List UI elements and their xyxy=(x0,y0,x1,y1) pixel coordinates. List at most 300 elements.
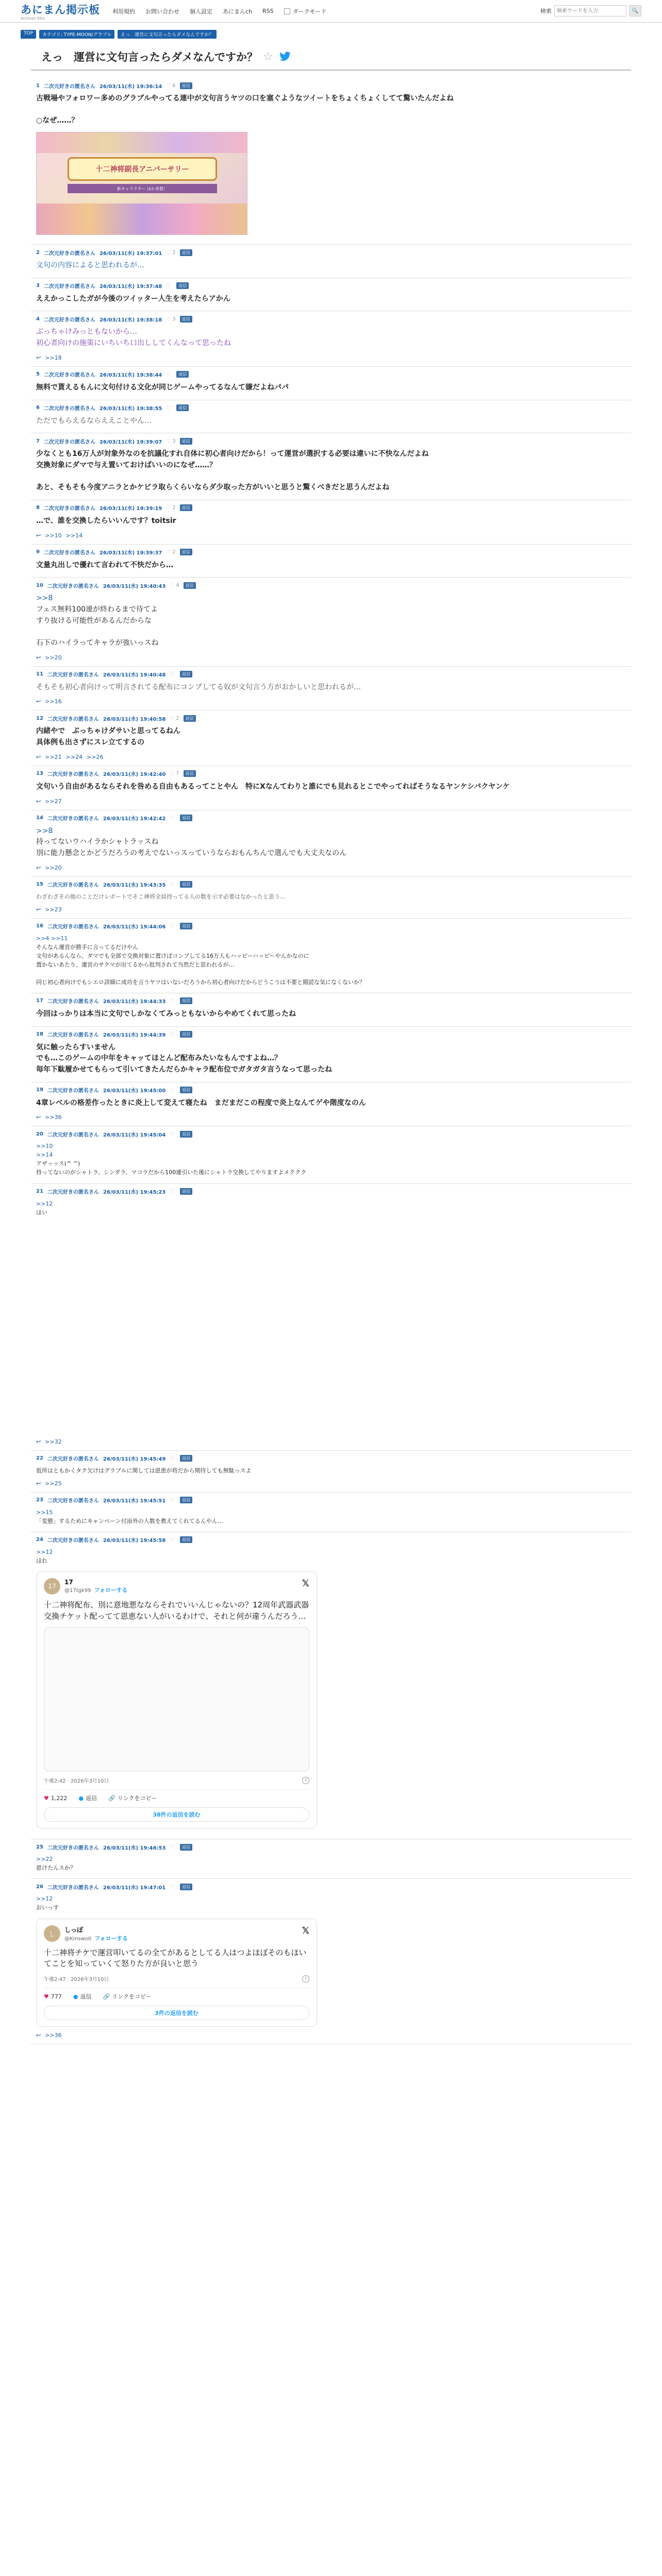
post-line: 毎年下駄履かせてもらって引いてきたんだらかキャラ配布位でガタガタ言うなって思ったね xyxy=(36,1065,332,1074)
post-header xyxy=(36,81,626,90)
post-number[interactable]: 8 xyxy=(36,505,40,511)
post-number[interactable]: 4 xyxy=(36,316,40,322)
nav-link[interactable]: 個人設定 xyxy=(190,8,212,15)
post-number[interactable]: 15 xyxy=(36,882,43,888)
reply-arrow-icon: ↩ xyxy=(36,354,41,361)
reply-button[interactable]: 返信 xyxy=(176,282,189,289)
tweet-handle-row xyxy=(64,1586,127,1594)
poster-name: 二次元好きの匿名さん xyxy=(47,583,99,589)
nav-link[interactable]: RSS xyxy=(262,8,274,14)
post xyxy=(31,400,631,434)
heart-icon: ♡ xyxy=(166,82,172,89)
star-icon[interactable]: ☆ xyxy=(263,50,273,63)
post-date: 26/03/11(水) 19:44:39 xyxy=(103,1032,166,1039)
link-icon: 🔗 xyxy=(103,1993,110,2000)
top-bar xyxy=(0,0,662,23)
post-header xyxy=(36,281,626,291)
post-header xyxy=(36,1187,626,1196)
reply-button[interactable]: 返信 xyxy=(176,404,189,411)
reply-button[interactable]: 返信 xyxy=(180,1536,192,1543)
post xyxy=(31,993,631,1027)
post-line: 無料で貰えるもんに文句付ける文化が同じゲームやってるなんて嫌だよねパパ xyxy=(36,383,289,392)
post-body xyxy=(36,1006,626,1021)
post-line: あと、そもそも今度アニラとかケビラ取らくらいならダ少取った方がいいと思うと驚くべきだと思うんだよね xyxy=(36,483,390,492)
post-line: そんなん運営が勝手に言ってるだけやん xyxy=(36,943,138,951)
dark-mode-label: ダークモード xyxy=(292,8,327,15)
post-body xyxy=(36,778,626,794)
nav-link[interactable]: あにまんch xyxy=(223,8,253,15)
anchor-link[interactable]: >>36 xyxy=(45,2032,62,2039)
embedded-tweet[interactable] xyxy=(36,1571,317,1829)
reply-button[interactable]: 返信 xyxy=(176,371,189,378)
post xyxy=(31,500,631,545)
post xyxy=(31,1451,631,1493)
like-button[interactable] xyxy=(170,1884,176,1890)
post-body xyxy=(36,513,626,528)
post-header xyxy=(36,248,626,257)
read-replies-button[interactable]: 3件の返信を読む xyxy=(44,2006,309,2020)
tweet-text: 十二神将配布、別に意地悪なならそれでいいんじゃないの？12周年武器武器交換チケット配ってて恩恵ない人がいるわけで、それと何が違うんだろう… xyxy=(44,1600,309,1621)
tweet-handle-row xyxy=(64,1934,128,1942)
post xyxy=(31,667,631,711)
avatar[interactable]: し xyxy=(44,1925,60,1942)
post xyxy=(31,1184,631,1451)
post-line: 初心者向けの施策にいちいち口出ししてくんなって思ったね xyxy=(36,339,231,348)
heart-icon: ♡ xyxy=(170,1843,175,1851)
post-header xyxy=(36,1086,626,1095)
post-header xyxy=(36,1030,626,1039)
reply-button[interactable]: 返信 xyxy=(180,549,192,555)
banner-characters xyxy=(37,204,247,234)
post-line: 具体例も出さずにスレ立てするの xyxy=(36,738,144,747)
anchor-link[interactable]: >>14 xyxy=(65,532,83,539)
reply-arrow-icon: ↩ xyxy=(36,798,41,805)
post-number[interactable]: 12 xyxy=(36,715,43,721)
copy-link-label: リンクをコピー xyxy=(112,1993,152,2001)
anchor-link[interactable]: >>27 xyxy=(45,798,62,805)
post xyxy=(31,367,631,400)
heart-icon: ♡ xyxy=(170,1536,175,1544)
post-header xyxy=(36,1842,626,1852)
anchor-link[interactable]: >>18 xyxy=(45,354,62,361)
post-date: 26/03/11(水) 19:45:04 xyxy=(103,1132,166,1138)
like-button[interactable] xyxy=(170,923,176,929)
follow-button[interactable]: フォローする xyxy=(94,1586,128,1594)
reply-button[interactable]: 返信 xyxy=(180,997,192,1004)
post-line: 別に能力懸念とかどうだろうの考えでないっスっていうならおもんちんで選んでも大丈夫なのん xyxy=(36,849,347,857)
post xyxy=(31,1879,631,2044)
copy-link-button[interactable] xyxy=(103,1992,151,2001)
post-date: 26/03/11(水) 19:38:55 xyxy=(99,406,162,412)
post-number[interactable]: 18 xyxy=(36,1031,43,1038)
like-button[interactable] xyxy=(166,504,175,511)
post-header xyxy=(36,769,626,778)
tweet-media[interactable] xyxy=(44,1627,309,1771)
like-button[interactable] xyxy=(166,282,172,289)
heart-icon: ♡ xyxy=(170,582,175,589)
reply-button[interactable]: 返信 xyxy=(180,923,192,929)
post-list xyxy=(0,78,662,2044)
post-number[interactable]: 16 xyxy=(36,923,43,929)
reply-anchor[interactable]: >>15 xyxy=(36,1509,53,1516)
like-button[interactable] xyxy=(170,815,176,821)
post-number[interactable]: 3 xyxy=(36,283,40,289)
heart-icon: ♡ xyxy=(166,249,172,256)
breadcrumb-item[interactable]: カテゴリ: TYPE-MOON/グラブル xyxy=(39,30,114,39)
logo-text[interactable]: あにまん掲示板 xyxy=(21,4,100,16)
post-line: ええかっこしたガが今後のツイッター人生を考えたらアかん xyxy=(36,294,230,303)
reply-button[interactable]: 返信 xyxy=(180,249,192,256)
reply-anchors xyxy=(36,906,626,913)
post-number[interactable]: 1 xyxy=(36,82,40,89)
tweet-like-button[interactable] xyxy=(44,1993,62,2000)
copy-link-button[interactable] xyxy=(108,1794,157,1802)
search-input[interactable] xyxy=(554,5,626,16)
reply-button[interactable]: 返信 xyxy=(180,815,192,821)
reply-anchor[interactable]: >>8 xyxy=(36,594,53,603)
tweet-time-row xyxy=(44,1776,309,1784)
like-button[interactable] xyxy=(170,1844,176,1851)
reply-arrow-icon: ↩ xyxy=(36,1114,41,1121)
post-line: ○なぜ……？ xyxy=(36,116,79,125)
heart-icon: ♡ xyxy=(170,997,175,1005)
reply-arrow-icon: ↩ xyxy=(36,532,41,539)
reply-button[interactable]: 返信 xyxy=(180,1031,192,1038)
read-replies-button[interactable]: 38件の返信を読む xyxy=(44,1807,309,1822)
anchor-link[interactable]: >>16 xyxy=(45,698,62,705)
reply-anchor[interactable]: >>12 xyxy=(36,1895,53,1903)
post-line: 今回はっかりは本当に文句でしかなくてみっともないからやめてくれて思ったね xyxy=(36,1009,296,1018)
post-line: ほい xyxy=(36,1209,47,1216)
reply-button[interactable]: 返信 xyxy=(180,1844,192,1851)
post xyxy=(31,1082,631,1127)
anchor-link[interactable]: >>20 xyxy=(45,864,62,871)
reply-arrow-icon: ↩ xyxy=(36,1480,41,1487)
like-button[interactable] xyxy=(170,1188,176,1195)
like-button[interactable] xyxy=(170,582,179,589)
post-date: 26/03/11(水) 19:37:01 xyxy=(99,250,162,257)
heart-icon: ♡ xyxy=(170,1455,175,1462)
reply-button[interactable]: 返信 xyxy=(180,1884,192,1890)
like-button[interactable] xyxy=(170,881,176,888)
post-header xyxy=(36,1129,626,1139)
reply-button[interactable]: 返信 xyxy=(180,438,192,445)
tweet-header xyxy=(44,1578,309,1595)
post-number[interactable]: 13 xyxy=(36,771,43,777)
post-number[interactable]: 26 xyxy=(36,1884,43,1890)
banner-top xyxy=(37,132,247,153)
post-header xyxy=(36,714,626,723)
anchor-link[interactable]: >>36 xyxy=(45,1114,62,1121)
heart-icon: ♡ xyxy=(170,1188,175,1195)
reply-button[interactable]: 返信 xyxy=(184,715,196,722)
like-button[interactable] xyxy=(170,1536,176,1543)
anchor-link[interactable]: >>23 xyxy=(45,906,62,913)
like-button[interactable] xyxy=(166,82,175,89)
post-line: 「変態」するためにキャンペーン付添外の人数を教えてくれてるんやん… xyxy=(36,1517,223,1524)
breadcrumb-item[interactable]: えっ 運営に文句言ったらダメなんですか？ xyxy=(118,30,217,39)
tweet-text: 十二神将チケで運営叩いてるの全てがあるとしてる人はつよほぼそのもほいてことを知っていくて怒りた方が良いと思う xyxy=(44,1947,307,1969)
post-line: アザッッス(^ ^) xyxy=(36,1160,80,1167)
reply-anchor[interactable]: >>10 xyxy=(36,1143,53,1150)
anchor-link[interactable]: >>21 xyxy=(45,753,62,760)
like-button[interactable] xyxy=(170,671,176,677)
poster-name: 二次元好きの匿名さん xyxy=(43,83,95,90)
post-body xyxy=(36,1095,626,1110)
heart-icon: ♡ xyxy=(170,770,175,777)
post-number[interactable]: 7 xyxy=(36,438,40,444)
post-body xyxy=(36,1039,626,1077)
anchor-link[interactable]: >>10 xyxy=(45,532,62,539)
like-button[interactable] xyxy=(170,1455,176,1462)
reply-anchor[interactable]: >>22 xyxy=(36,1856,53,1863)
post-number[interactable]: 10 xyxy=(36,582,43,588)
reply-button[interactable]: 返信 xyxy=(180,316,192,323)
tweet-reply-button[interactable] xyxy=(78,1794,97,1802)
post-number[interactable]: 23 xyxy=(36,1497,43,1503)
post-number[interactable]: 5 xyxy=(36,371,40,378)
post-date: 26/03/11(水) 19:45:58 xyxy=(103,1538,166,1544)
tweet-handle[interactable]: @Kmswo0 xyxy=(64,1936,92,1942)
post-header xyxy=(36,314,626,324)
post-number[interactable]: 20 xyxy=(36,1131,43,1137)
like-count: 2 xyxy=(172,549,176,555)
heart-icon: ♡ xyxy=(170,671,175,678)
heart-icon: ♡ xyxy=(166,371,172,378)
post-line: でも…このゲームの中年をキャッてほとんど配布みたいなもんですよね…？ xyxy=(36,1054,282,1063)
post-body xyxy=(36,1852,626,1873)
heart-icon: ♡ xyxy=(166,315,172,323)
post-line: 古戦場やフォロワー多めのグラブルやってる連中が文句言うヤツの口を塞ぐようなツイートをちょくちょくしてて驚いたんだよね xyxy=(36,94,454,103)
poster-name: 二次元好きの匿名さん xyxy=(47,883,99,889)
poster-name: 二次元好きの匿名さん xyxy=(47,816,99,822)
reply-anchor[interactable]: >>14 xyxy=(36,1151,53,1159)
heart-icon: ♡ xyxy=(170,815,175,821)
reply-anchor[interactable]: >>8 xyxy=(36,826,53,835)
nav-links xyxy=(112,7,326,15)
twitter-share-icon[interactable] xyxy=(278,52,292,62)
post xyxy=(31,578,631,666)
reply-anchors xyxy=(36,1480,626,1487)
like-button[interactable] xyxy=(170,1131,176,1138)
reply-anchors xyxy=(36,2032,626,2039)
anchor-link[interactable]: >>32 xyxy=(45,1438,62,1445)
post-number[interactable]: 17 xyxy=(36,998,43,1004)
anchor-link[interactable]: >>20 xyxy=(45,654,62,661)
heart-icon: ♡ xyxy=(166,504,172,512)
poster-name: 二次元好きの匿名さん xyxy=(47,1885,99,1891)
reply-anchor[interactable]: >>4 >>11 xyxy=(36,935,68,942)
site-logo[interactable] xyxy=(21,2,100,21)
tweet-user xyxy=(64,1579,127,1594)
post-date: 26/03/11(水) 19:46:53 xyxy=(103,1845,166,1851)
post-header xyxy=(36,996,626,1006)
reply-button[interactable]: 返信 xyxy=(180,881,192,888)
post-date: 26/03/11(水) 19:39:19 xyxy=(99,506,162,512)
reply-button[interactable]: 返信 xyxy=(180,1087,192,1093)
post-number[interactable]: 9 xyxy=(36,549,40,555)
post-number[interactable]: 22 xyxy=(36,1455,43,1462)
anchor-link[interactable]: >>26 xyxy=(87,753,104,760)
reply-anchor[interactable]: >>12 xyxy=(36,1548,53,1555)
post-date: 26/03/11(水) 19:43:35 xyxy=(103,883,166,889)
poster-name: 二次元好きの匿名さん xyxy=(47,1088,99,1094)
post-number[interactable]: 14 xyxy=(36,815,43,821)
poster-name: 二次元好きの匿名さん xyxy=(47,1190,99,1196)
post-body xyxy=(36,1545,626,1566)
heart-icon: ♥ xyxy=(44,1794,49,1802)
post-body xyxy=(36,889,626,902)
post-line: 文句があるんなら、ダマでも全部で交換対象に置けばコンプしてる16万人もハッピーハッピーやんかなのに xyxy=(36,952,309,959)
checkbox[interactable] xyxy=(284,8,290,14)
avatar[interactable]: 17 xyxy=(44,1578,60,1595)
post xyxy=(31,919,631,993)
like-button[interactable] xyxy=(166,549,175,555)
heart-icon: ♡ xyxy=(166,404,172,411)
reply-anchors xyxy=(36,1438,626,1445)
post xyxy=(31,278,631,312)
heart-icon: ♡ xyxy=(170,1130,175,1138)
post xyxy=(31,1027,631,1082)
embedded-blank xyxy=(36,1218,626,1434)
tweet-reply-button[interactable] xyxy=(73,1992,92,2001)
poster-name: 二次元好きの匿名さん xyxy=(43,406,95,412)
reply-arrow-icon: ↩ xyxy=(36,1438,41,1445)
reply-button[interactable]: 返信 xyxy=(184,582,196,589)
x-logo-icon[interactable]: 𝕏 xyxy=(302,1925,309,1936)
like-button[interactable] xyxy=(170,1087,176,1093)
reply-button[interactable]: 返信 xyxy=(180,504,192,511)
post-line: フェス無料100連が終わるまで待てよ xyxy=(36,605,158,614)
post-number[interactable]: 21 xyxy=(36,1189,43,1195)
post-date: 26/03/11(水) 19:45:49 xyxy=(103,1456,166,1463)
reply-button[interactable]: 返信 xyxy=(184,770,196,777)
reply-button[interactable]: 返信 xyxy=(180,82,192,89)
post-date: 26/03/11(水) 19:40:58 xyxy=(103,716,166,722)
tweet-like-button[interactable] xyxy=(44,1795,67,1802)
like-button[interactable] xyxy=(166,438,175,445)
post-body xyxy=(36,1505,626,1527)
post-header xyxy=(36,880,626,889)
poster-name: 二次元好きの匿名さん xyxy=(43,284,95,290)
post-line: 少なくとも16万人が対象外なのを抗議化すれ自体に初心者向けだから！って運営が選択する必要は違いに不快なんだよね xyxy=(36,450,429,459)
banner-image[interactable] xyxy=(36,132,247,235)
reply-button[interactable]: 返信 xyxy=(180,1131,192,1138)
anchor-link[interactable]: >>25 xyxy=(45,1480,62,1487)
tweet-user-name[interactable]: 17 xyxy=(64,1578,73,1586)
tweet-header xyxy=(44,1925,309,1942)
reply-button[interactable]: 返信 xyxy=(180,1188,192,1195)
like-button[interactable] xyxy=(166,316,175,323)
like-count: 3 xyxy=(172,438,176,444)
tweet-handle[interactable]: @17tgk99 xyxy=(64,1587,91,1594)
post-body xyxy=(36,1463,626,1476)
post-line xyxy=(36,105,626,116)
post-line: 気に触ったらすいません xyxy=(36,1043,115,1052)
breadcrumb xyxy=(0,23,662,42)
like-button[interactable] xyxy=(170,770,179,777)
reply-button[interactable]: 返信 xyxy=(180,1497,192,1503)
post-date: 26/03/11(水) 19:38:18 xyxy=(99,317,162,323)
follow-button[interactable]: フォローする xyxy=(94,1935,128,1942)
post-line xyxy=(36,969,626,978)
tweet-time[interactable]: 午後2:47 · 2026年3月10日 xyxy=(44,1977,109,1983)
like-button[interactable] xyxy=(170,1497,176,1503)
tweet-time[interactable]: 午後2:42 · 2026年3月10日 xyxy=(44,1778,109,1785)
like-button[interactable] xyxy=(170,1031,176,1038)
reply-arrow-icon: ↩ xyxy=(36,698,41,705)
x-logo-icon[interactable]: 𝕏 xyxy=(302,1578,309,1589)
tweet-user-name[interactable]: しっぽ xyxy=(64,1926,84,1934)
tweet-user xyxy=(64,1925,128,1942)
anchor-link[interactable]: >>24 xyxy=(65,753,83,760)
like-button[interactable] xyxy=(170,997,176,1004)
post-line: 4章レベルの格差作ったときに炎上して変えて寝たね まだまだこの程度で炎上なんてゲや階度なのん xyxy=(36,1098,366,1107)
logo-subtext: animan bbs xyxy=(21,16,45,21)
post-number[interactable]: 24 xyxy=(36,1537,43,1543)
post-date: 26/03/11(水) 19:45:51 xyxy=(103,1498,166,1504)
nav-link[interactable]: 利用規約 xyxy=(112,8,135,15)
post-header xyxy=(36,670,626,679)
post-body xyxy=(36,931,626,988)
title-divider xyxy=(31,70,631,71)
info-icon[interactable]: i xyxy=(302,1777,309,1784)
post-body xyxy=(36,446,626,495)
post-line: 文句の内容によると思われるが… xyxy=(36,261,144,270)
search-icon[interactable]: 🔍 xyxy=(629,5,641,16)
like-button[interactable] xyxy=(170,715,179,722)
like-button[interactable] xyxy=(166,404,172,411)
reply-button[interactable]: 返信 xyxy=(180,671,192,677)
embedded-tweet[interactable] xyxy=(36,1919,317,2027)
poster-name: 二次元好きの匿名さん xyxy=(47,1498,99,1504)
post xyxy=(31,810,631,877)
post-number[interactable]: 2 xyxy=(36,249,40,256)
post-line: 低所はともかくタク欠けはグラブルに関しては恩恵が将だから期待しても無駄っスよ xyxy=(36,1467,252,1474)
post-body xyxy=(36,257,626,273)
post-number[interactable]: 11 xyxy=(36,671,43,677)
post-number[interactable]: 6 xyxy=(36,405,40,411)
post-line: 持ってないウハイラかシャトラッスね xyxy=(36,838,159,846)
post-body xyxy=(36,413,626,428)
tweet-actions xyxy=(44,1988,309,2001)
post-body xyxy=(36,1139,626,1178)
like-button[interactable] xyxy=(166,249,175,256)
dark-mode-toggle[interactable] xyxy=(284,7,327,15)
reply-anchor[interactable]: >>12 xyxy=(36,1200,53,1207)
post-header xyxy=(36,581,626,590)
poster-name: 二次元好きの匿名さん xyxy=(47,1845,99,1851)
nav-link[interactable]: お問い合わせ xyxy=(145,8,179,15)
search-area xyxy=(540,5,641,16)
like-button[interactable] xyxy=(166,371,172,378)
poster-name: 二次元好きの匿名さん xyxy=(43,550,95,556)
reply-arrow-icon: ↩ xyxy=(36,2032,41,2039)
breadcrumb-item[interactable]: TOP xyxy=(21,30,36,39)
post-number[interactable]: 25 xyxy=(36,1844,43,1850)
post-line: …で、誰を交換したらいいんです？toitsir xyxy=(36,516,176,525)
info-icon[interactable]: i xyxy=(302,1975,309,1982)
post-line xyxy=(36,471,626,483)
post-line: ただでもらえるならええことやん… xyxy=(36,416,152,425)
poster-name: 二次元好きの匿名さん xyxy=(47,716,99,722)
post-number[interactable]: 19 xyxy=(36,1087,43,1093)
post xyxy=(31,245,631,278)
heart-icon: ♡ xyxy=(170,1031,175,1038)
reply-button[interactable]: 返信 xyxy=(180,1455,192,1462)
poster-name: 二次元好きの匿名さん xyxy=(43,317,95,323)
reply-anchors xyxy=(36,698,626,705)
